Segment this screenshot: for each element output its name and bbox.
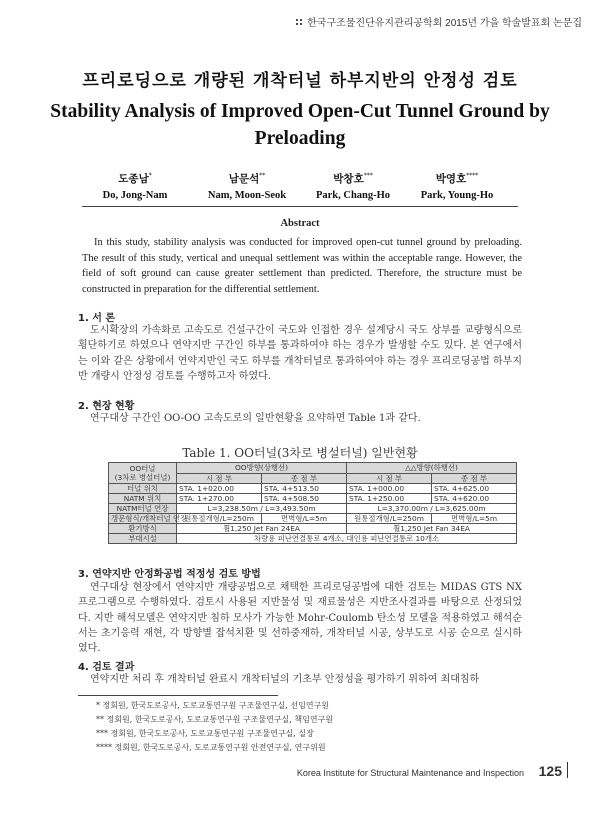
journal-header xyxy=(295,14,582,29)
korean-title: 프리로딩으로 개량된 개착터널 하부지반의 안정성 검토 xyxy=(82,71,518,91)
title-divider xyxy=(82,206,518,207)
author-mark: * xyxy=(148,172,152,180)
footnote-mark: *** xyxy=(96,729,108,738)
table-group-header: △△방향(하행선) xyxy=(347,463,517,474)
section-2-text: 연구대상 구간인 OO-OO 고속도로의 일반현황을 요약하면 Table 1과 같다. xyxy=(90,413,421,424)
table-row xyxy=(109,504,517,514)
page-number-bar xyxy=(567,762,568,778)
author-1 xyxy=(70,171,200,201)
section-1-text: 도시확장의 가속화로 고속도로 건설구간이 국도와 인접한 경우 설계당시 국도 상부를 교량형식으로 횡단하기로 하였으나 연약지반 구간인 하부를 통과하여야 하는 경우가 발생할 수도 있다. 본 연구에서는 이와 같은 상황에서 연약지반인 국도 하부를 개착터널로 통과하여야 하는 경우 프리로딩공법 하부지반 개량시 안정성 검토를 수행하고자 하였다. xyxy=(78,325,522,382)
table-corner-cell xyxy=(109,463,177,484)
table-header-row xyxy=(109,463,517,474)
table-corner-line-2: (3차로 병설터널) xyxy=(114,473,171,482)
english-title: Stability Analysis of Improved Open-Cut Tunnel Ground by Preloading xyxy=(50,101,550,149)
table-row xyxy=(109,484,517,494)
table-row-label: 터널 위치 xyxy=(109,484,177,494)
table-row xyxy=(109,494,517,504)
journal-name: 한국구조물진단유지관리공학회 2015년 가을 학술발표회 논문집 xyxy=(307,18,582,29)
section-3-text: 연구대상 현장에서 연약지반 개량공법으로 채택한 프리로딩공법에 대한 검토는 MIDAS GTS NX 프로그램으로 수행하였다. 검토시 사용된 지반물성 및 재료물성은 지반조사결과를 바탕으로 산정되었다. 지반 해석모델은 연약지반 침하 모사가 가능한 Mohr-Coulomb 탄소성 모델을 적용하였고 해석순서는 초기응력 재현, 각 방향별 잡석치환 및 선하중재하, 개착터널 시공, 상부도로 시공 순으로 실시하였다. xyxy=(78,582,522,655)
table-caption: Table 1. OO터널(3차로 병설터널) 일반현황 xyxy=(182,446,418,460)
section-4-text: 연약지반 처리 후 개착터널 완료시 개착터널의 기초부 안정성을 평가하기 위하여 최대침하 xyxy=(90,674,480,685)
table-row-label: 환기방식 xyxy=(109,524,177,534)
table-cell: STA. 1+020.00 xyxy=(177,484,262,494)
table-cell: STA. 4+625.00 xyxy=(432,484,517,494)
footnote-text: 정회원, 한국도로공사, 도로교통연구원 구조물연구실, 선임연구원 xyxy=(102,701,330,710)
author-4 xyxy=(392,171,522,201)
table-cell: 원통절개형/L=250m xyxy=(177,514,262,524)
author-korean-name: 남문석 xyxy=(228,173,260,185)
footnote-2 xyxy=(96,713,333,727)
table-cell: STA. 4+508.50 xyxy=(262,494,347,504)
author-mark: **** xyxy=(466,172,479,180)
journal-mark-icon xyxy=(295,18,304,27)
author-english-name: Nam, Moon-Seok xyxy=(207,190,287,201)
table-subheader: 종 점 부 xyxy=(262,473,347,484)
footnote-1 xyxy=(96,699,329,713)
author-mark: ** xyxy=(259,172,266,180)
table-cell: 면벽형/L=5m xyxy=(432,514,517,524)
footnote-mark: ** xyxy=(96,715,104,724)
site-overview-table xyxy=(108,462,517,544)
table-cell: 차량용 피난연결통로 4개소, 대인용 피난연결통로 10개소 xyxy=(177,534,517,544)
footnote-text: 정회원, 한국도로공사, 도로교통연구원 구조물연구실, 책임연구원 xyxy=(106,715,334,724)
author-korean-name: 박영호 xyxy=(435,173,467,185)
table-cell: 원통절개형/L=250m xyxy=(347,514,432,524)
table-cell: STA. 1+000.00 xyxy=(347,484,432,494)
abstract-heading: Abstract xyxy=(280,218,320,229)
author-korean-name: 도종남 xyxy=(118,173,149,185)
footnote-3 xyxy=(96,727,314,741)
author-english-name: Park, Young-Ho xyxy=(420,190,494,201)
table-row-label: 부대시설 xyxy=(109,534,177,544)
section-4-heading: 4. 검토 결과 xyxy=(78,662,135,673)
author-mark: *** xyxy=(363,172,373,180)
footnote-text: 정회원, 한국도로공사, 도로교통연구원 안전연구실, 연구위원 xyxy=(114,743,326,752)
table-cell: 면벽형/L=5m xyxy=(262,514,347,524)
table-cell: L=3,370.00m / L=3,625.00m xyxy=(347,504,517,514)
footnote-text: 정회원, 한국도로공사, 도로교통연구원 구조물연구실, 실장 xyxy=(110,729,314,738)
footer-institute: Korea Institute for Structural Maintenance and Inspection xyxy=(296,768,524,778)
table-row-label: NATM 위치 xyxy=(109,494,177,504)
footnote-divider xyxy=(78,695,278,696)
table-row xyxy=(109,534,517,544)
footnote-4 xyxy=(96,741,326,755)
table-subheader: 시 점 부 xyxy=(177,473,262,484)
table-row-label: 갱문형식/개착터널 연장 xyxy=(109,514,177,524)
table-cell: STA. 1+250.00 xyxy=(347,494,432,504)
section-2-heading: 2. 현장 현황 xyxy=(78,401,135,412)
abstract-text: In this study, stability analysis was conducted for improved open-cut tunnel ground by preloading. The result of this study, vertical and unequal settlement was within the acceptable range. However, the field of soft ground can cause greater settlement than predicted. Therefore, the structure must be constructed in preparation for the differential settlement. xyxy=(82,237,522,295)
table-cell: 휠1,250 Jet Fan 24EA xyxy=(177,524,347,534)
table-row xyxy=(109,514,517,524)
author-english-name: Do, Jong-Nam xyxy=(102,190,168,201)
author-korean-name: 박창호 xyxy=(333,173,364,185)
table-cell: L=3,238.50m / L=3,493.50m xyxy=(177,504,347,514)
table-row-label: NATM터널 연장 xyxy=(109,504,177,514)
footnote-mark: **** xyxy=(96,743,112,752)
table-row xyxy=(109,524,517,534)
footnote-mark: * xyxy=(96,701,100,710)
table-cell: 휠1,250 Jet Fan 34EA xyxy=(347,524,517,534)
table-cell: STA. 4+513.50 xyxy=(262,484,347,494)
table-subheader: 시 점 부 xyxy=(347,473,432,484)
author-english-name: Park, Chang-Ho xyxy=(315,190,391,201)
table-subheader: 종 점 부 xyxy=(432,473,517,484)
section-1-heading: 1. 서 론 xyxy=(78,313,116,324)
table-cell: STA. 4+620.00 xyxy=(432,494,517,504)
table-cell: STA. 1+270.00 xyxy=(177,494,262,504)
section-3-heading: 3. 연약지반 안정화공법 적정성 검토 방법 xyxy=(78,569,261,580)
table-group-header: OO방향(상행선) xyxy=(177,463,347,474)
page-number: 125 xyxy=(538,763,562,779)
table-corner-line-1: OO터널 xyxy=(129,464,156,473)
